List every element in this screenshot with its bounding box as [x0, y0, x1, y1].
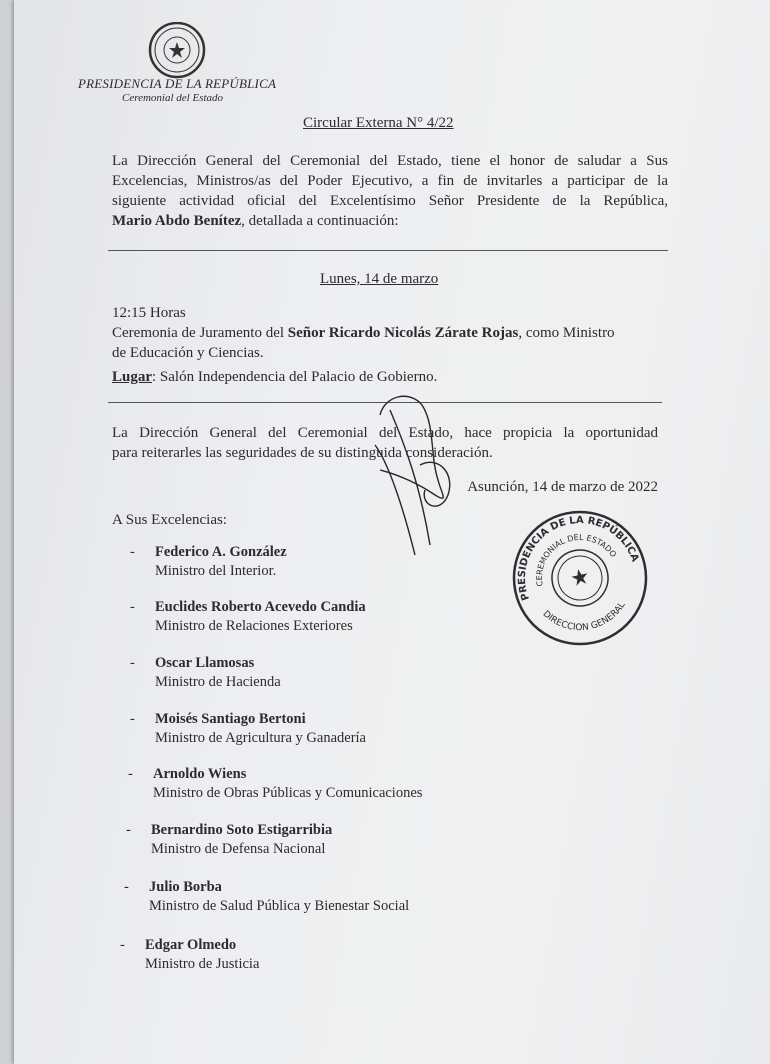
svg-text:DIRECCION GENERAL: [539, 593, 631, 642]
place-value: : Salón Independencia del Palacio de Gobierno.: [152, 369, 438, 385]
recipient-name: Oscar Llamosas: [155, 655, 255, 671]
recipient-name: Edgar Olmedo: [145, 937, 237, 953]
dash: -: [120, 937, 125, 953]
recipients-heading: A Sus Excelencias:: [112, 512, 227, 528]
department-name: Ceremonial del Estado: [122, 92, 224, 104]
recipient-role: Ministro de Obras Públicas y Comunicaciones: [153, 785, 423, 801]
recipient-role: Ministro de Justicia: [145, 956, 260, 972]
president-name: Mario Abdo Benítez: [112, 213, 242, 229]
recipient-role: Ministro de Relaciones Exteriores: [155, 618, 353, 634]
intro-line-rest: , detallada a continuación:: [241, 213, 399, 229]
official-stamp: [505, 508, 655, 648]
dash: -: [124, 879, 129, 895]
svg-text:PRESIDENCIA DE LA REPÚBLICA: [505, 508, 644, 602]
stamp-bottom-text: DIRECCION GENERAL: [540, 600, 628, 634]
appointee-name: Señor Ricardo Nicolás Zárate Rojas: [287, 325, 519, 341]
divider: [108, 250, 668, 251]
recipient-role: Ministro de Hacienda: [155, 674, 281, 690]
place-and-date: Asunción, 14 de marzo de 2022: [467, 479, 658, 495]
recipient-role: Ministro de Defensa Nacional: [151, 841, 326, 857]
event-date: Lunes, 14 de marzo: [320, 271, 439, 287]
recipient-name: Arnoldo Wiens: [153, 766, 247, 782]
event-time: 12:15 Horas: [112, 305, 186, 321]
intro-line: siguiente actividad oficial del Excelentísimo Señor Presidente de la República,: [112, 193, 668, 209]
circular-title: Circular Externa N° 4/22: [303, 115, 454, 131]
dash: -: [126, 822, 131, 838]
recipient-name: Euclides Roberto Acevedo Candia: [155, 599, 366, 615]
dash: -: [130, 599, 135, 615]
event-description: [112, 323, 668, 343]
stamp-inner-text: CEREMONIAL DEL ESTADO: [534, 532, 618, 587]
closing-line: para reiterarles las seguridades de su distinguida consideración.: [112, 445, 493, 461]
recipient-name: Bernardino Soto Estigarribia: [151, 822, 333, 838]
desc-post: , como Ministro: [518, 325, 615, 341]
institution-name: PRESIDENCIA DE LA REPÚBLICA: [78, 76, 277, 91]
intro-line: [112, 213, 399, 229]
recipient-name: Federico A. González: [155, 544, 287, 560]
stamp-outer-text: PRESIDENCIA DE LA REPÚBLICA: [516, 515, 641, 602]
event-description-line2: de Educación y Ciencias.: [112, 345, 264, 361]
recipient-role: Ministro del Interior.: [155, 563, 277, 579]
signature: [360, 385, 480, 575]
intro-paragraph: [112, 151, 668, 231]
recipient-name: Moisés Santiago Bertoni: [155, 711, 306, 727]
dash: -: [130, 544, 135, 560]
recipient-role: Ministro de Agricultura y Ganadería: [155, 730, 366, 746]
event-place: [112, 367, 668, 387]
dash: -: [130, 711, 135, 727]
desc-pre: Ceremonia de Juramento del: [112, 325, 288, 341]
closing-line: La Dirección General del Ceremonial del Estado, hace propicia la oportunidad: [112, 425, 658, 441]
event-details: [112, 303, 668, 387]
recipient-name: Julio Borba: [149, 879, 222, 895]
dash: -: [128, 766, 133, 782]
national-seal-icon: [147, 22, 207, 82]
intro-line: Excelencias, Ministros/as del Poder Ejecutivo, a fin de invitarles a participar de la: [112, 173, 668, 189]
dash: -: [130, 655, 135, 671]
intro-line: La Dirección General del Ceremonial del Estado, tiene el honor de saludar a Sus: [112, 153, 668, 169]
place-label: Lugar: [112, 369, 153, 385]
recipient-role: Ministro de Salud Pública y Bienestar Social: [149, 898, 410, 914]
